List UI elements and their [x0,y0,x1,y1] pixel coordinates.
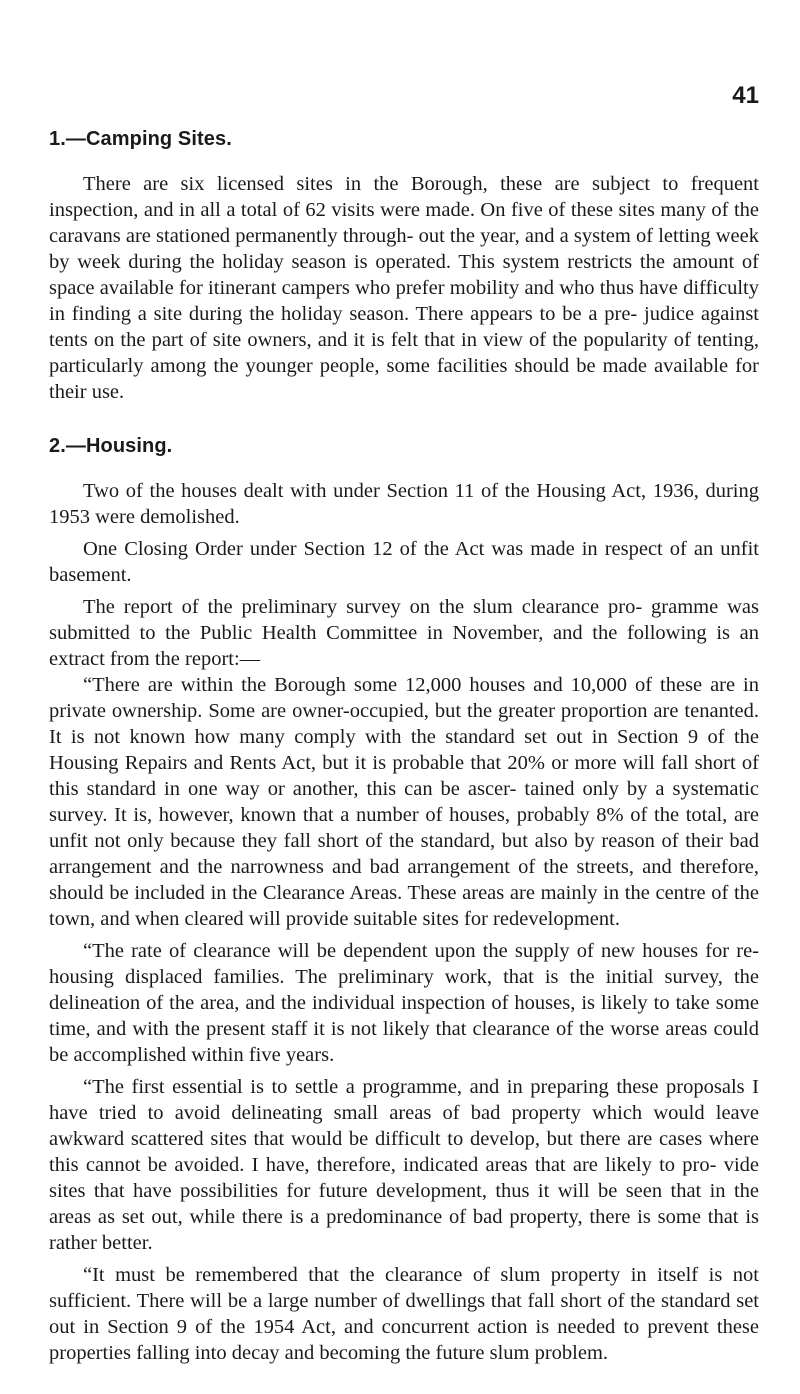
document-page [49,80,759,1366]
section-camping-sites [49,128,759,405]
paragraph: One Closing Order under Section 12 of the Act was made in respect of an unfit basement. [49,538,759,586]
paragraph: The report of the preliminary survey on the slum clearance pro- gramme was submitted to the Public Health Committee in November, and the following is an extract from the report:— [49,596,759,670]
section-housing [49,435,759,1366]
quoted-paragraph: “There are within the Borough some 12,000 houses and 10,000 of these are in private ownership. Some are owner-occupied, but the greater proportion are tenanted. It is not known how many comply with the standard set out in Section 9 of the Housing Repairs and Rents Act, but it is probable that 20% or more will fall short of this standard in one way or another, this can be ascer- tained only by a systematic survey. It is, however, known that a number of houses, probably 8% of the total, are unfit not only because they fall short of the standard, but also by reason of their bad arrangement and the narrowness and bad arrangement of the streets, and therefore, should be included in the Clearance Areas. These areas are mainly in the centre of the town, and when cleared will provide suitable sites for redevelopment. [49,674,759,930]
paragraph: There are six licensed sites in the Borough, these are subject to frequent inspection, and in all a total of 62 visits were made. On five of these sites many of the caravans are stationed permanently through- out the year, and a system of letting week by week during the holiday season is operated. This system restricts the amount of space available for itinerant campers who prefer mobility and who thus have difficulty in finding a site during the holiday season. There appears to be a pre- judice against tents on the part of site owners, and it is felt that in view of the popularity of tenting, particularly among the younger people, some facilities should be made available for their use. [49,173,759,403]
section-heading: 2.—Housing. [49,435,173,457]
paragraph: Two of the houses dealt with under Section 11 of the Housing Act, 1936, during 1953 were demolished. [49,480,759,528]
page-number: 41 [732,82,759,109]
quoted-paragraph: “It must be remembered that the clearance of slum property in itself is not sufficient. There will be a large number of dwellings that fall short of the standard set out in Section 9 of the 1954 Act, and concurrent action is needed to prevent these properties falling into decay and becoming the future slum problem. [49,1264,759,1364]
quoted-paragraph: “The rate of clearance will be dependent upon the supply of new houses for re-housing displaced families. The preliminary work, that is the initial survey, the delineation of the area, and the individual inspection of houses, is likely to take some time, and with the present staff it is not likely that clearance of the worse areas could be accomplished within five years. [49,940,759,1066]
section-heading: 1.—Camping Sites. [49,128,232,150]
quoted-paragraph: “The first essential is to settle a programme, and in preparing these proposals I have tried to avoid delineating small areas of bad property which would leave awkward scattered sites that would be difficult to develop, but there are cases where this cannot be avoided. I have, therefore, indicated areas that are likely to pro- vide sites that have possibilities for future development, thus it will be seen that in the areas as set out, while there is a predominance of bad property, there is some that is rather better. [49,1076,759,1254]
